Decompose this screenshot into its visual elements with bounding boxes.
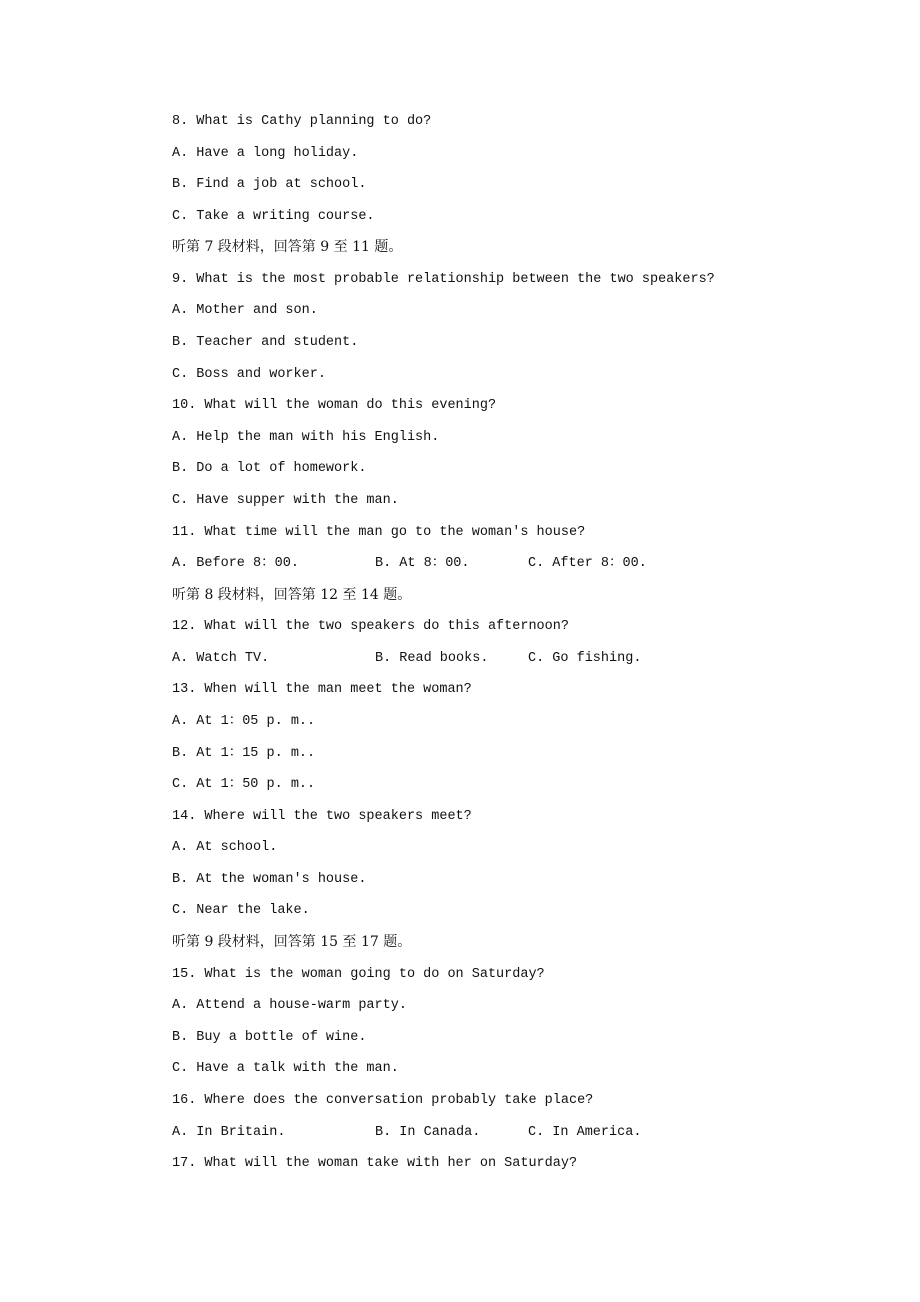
question-text: 13. When will the man meet the woman?	[172, 682, 472, 698]
option-text: C. Near the lake.	[172, 903, 310, 919]
question-text: 8. What is Cathy planning to do?	[172, 114, 432, 129]
option-text: A. Watch TV.	[172, 650, 270, 666]
option-text: B. At 1：15 p. m..	[172, 745, 316, 761]
option-text: C. In America.	[528, 1124, 642, 1140]
option-text: C. Boss and worker.	[172, 366, 326, 382]
option-text: B. Buy a bottle of wine.	[172, 1029, 367, 1045]
option-text: A. At school.	[172, 840, 278, 856]
option-text: A. Help the man with his English.	[172, 429, 440, 445]
question-text: 16. Where does the conversation probably take place?	[172, 1092, 594, 1108]
section-instruction: 听第 8 段材料，回答第 12 至 14 题。	[172, 586, 412, 603]
question-text: 17. What will the woman take with her on Saturday?	[172, 1156, 578, 1172]
option-text: A. In Britain.	[172, 1124, 286, 1140]
option-text: A. Attend a house-warm party.	[172, 998, 407, 1014]
question-text: 11. What time will the man go to the woman's house?	[172, 524, 586, 540]
section-instruction: 听第 7 段材料，回答第 9 至 11 题。	[172, 239, 403, 256]
question-text: 12. What will the two speakers do this afternoon?	[172, 619, 569, 635]
option-text: C. Go fishing.	[528, 650, 642, 666]
question-text: 10. What will the woman do this evening?	[172, 398, 497, 414]
option-text: C. Take a writing course.	[172, 208, 375, 224]
option-text: B. At 8：00.	[375, 556, 470, 572]
option-text: A. Have a long holiday.	[172, 145, 359, 161]
question-list	[172, 106, 872, 1180]
option-row	[172, 1117, 872, 1149]
question-text: 14. Where will the two speakers meet?	[172, 808, 472, 824]
option-text: C. Have a talk with the man.	[172, 1061, 399, 1077]
option-text: C. Have supper with the man.	[172, 492, 399, 508]
option-text: C. At 1：50 p. m..	[172, 777, 316, 793]
option-text: A. Mother and son.	[172, 303, 318, 319]
option-text: B. Read books.	[375, 650, 489, 666]
question-text: 9. What is the most probable relationship between the two speakers?	[172, 271, 715, 287]
option-row	[172, 548, 872, 580]
option-text: B. At the woman's house.	[172, 871, 367, 887]
option-text: B. Find a job at school.	[172, 177, 367, 193]
option-text: A. Before 8：00.	[172, 556, 299, 572]
option-row	[172, 643, 872, 675]
option-text: C. After 8：00.	[528, 556, 647, 572]
option-text: B. Do a lot of homework.	[172, 461, 367, 477]
question-text: 15. What is the woman going to do on Saturday?	[172, 966, 545, 982]
option-text: B. Teacher and student.	[172, 335, 359, 351]
option-text: B. In Canada.	[375, 1124, 481, 1140]
section-instruction: 听第 9 段材料，回答第 15 至 17 题。	[172, 934, 412, 951]
option-text: A. At 1：05 p. m..	[172, 713, 316, 729]
